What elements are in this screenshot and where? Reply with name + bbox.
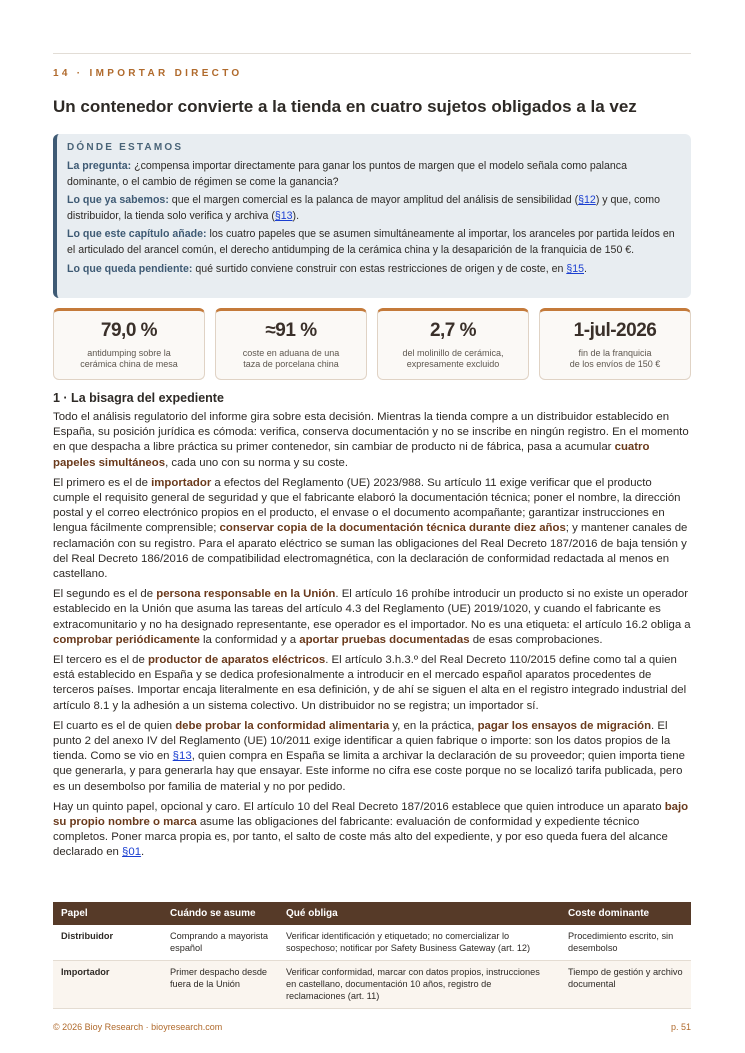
stat-caption: del molinillo de cerámica, expresamente excluido [402,348,504,369]
chapter-kicker: 14 · IMPORTAR DIRECTO [53,68,243,79]
body-paragraph [53,587,691,648]
body-paragraph [53,653,691,714]
header-divider [53,53,691,54]
stat-card [539,308,691,380]
page-title: Un contenedor convierte a la tienda en cuatro sujetos obligados a la vez [53,97,637,116]
link-section-13[interactable]: §13 [172,750,192,763]
section-body [53,410,691,866]
emphasis: importador [151,476,212,489]
link-section-15[interactable]: §15 [566,262,584,275]
known-text: ). [292,209,300,222]
text: El primero es el de [53,476,152,489]
table-cell: Distribuidor [53,925,162,961]
adds-paragraph [67,227,679,258]
table-cell: Procedimiento escrito, sin desembolso [560,925,691,961]
body-paragraph [53,476,691,582]
question-label: La pregunta: [67,160,132,172]
text: Todo el análisis regulatorio del informe gira sobre esta decisión. Mientras la tienda compre a un distribuidor establecido en España, su posición jurídica es cómoda: verifica, conserva documentación y no se inscribe en ningún registro. En el momento en que despacha a libre práctica su primer contenedor, sin cambiar de producto ni de fábrica, pasa a acumular [53,411,689,454]
known-paragraph [67,193,679,224]
emphasis: persona responsable en la Unión [156,588,336,601]
pending-text: . [584,262,587,275]
stat-card [377,308,529,380]
emphasis: bajo su propio nombre o marca [53,800,689,829]
pending-text: qué surtido conviene construir con estas restricciones de origen y de coste, en [192,262,567,275]
text: y, en la práctica, [389,719,478,732]
text: , quien compra en España se limita a archivar la declaración de su proveedor; quien importa tiene que generarla, y para generarla hay que ensayar. Este informe no cifra ese coste porque no se localizó tarifa publicada, pero es un desembolso por familia de material y no por pedido. [53,750,685,793]
where-we-are-box [53,134,691,298]
link-section-12[interactable]: §12 [578,194,596,207]
column-header: Coste dominante [560,902,691,925]
emphasis: conservar copia de la documentación técnica durante diez años [219,522,566,535]
section-heading: 1 · La bisagra del expediente [53,391,224,405]
body-paragraph [53,410,691,471]
text: asume las obligaciones del fabricante: evaluación de conformidad y expediente técnico completos. Poner marca propia es, por tanto, el salto de coste más alto del expediente, y por eso queda fuera del alcance declarado en [53,816,668,859]
body-paragraph [53,800,691,861]
text: . El punto 2 del anexo IV del Reglamento (UE) 10/2011 exige identificar a quien fabrique o importe: son los datos propios de la tienda. Como se vio en [53,719,671,763]
stat-caption: fin de la franquicia de los envíos de 150 € [569,348,661,369]
body-paragraph [53,719,691,795]
column-header: Qué obliga [278,902,560,925]
stat-card [53,308,205,380]
adds-label: Lo que este capítulo añade: [67,228,207,241]
stat-value: 2,7 % [429,320,477,341]
pending-paragraph [67,262,679,278]
text: a efectos del Reglamento (UE) 2023/988. Su artículo 11 exige verificar que el producto cumple el requisito general de seguridad y que el fabricante elaboró la documentación técnica; poner el nombre, la dirección postal y el correo electrónico propios en el producto, el envase o el documento acompañante; garantizar instrucciones en lengua fácilmente comprensible; [53,476,681,535]
where-label: DÓNDE ESTAMOS [67,142,184,153]
footer-copyright: © 2026 Bioy Research · bioyresearch.com [53,1022,223,1032]
emphasis: cuatro papeles simultáneos [53,441,650,469]
table-cell: Verificar conformidad, marcar con datos propios, instrucciones en castellano, documentación 10 años, registro de reclamaciones (art. 11) [278,961,560,1009]
table-row [53,925,691,961]
stat-card [215,308,367,380]
roles-table [53,902,691,1009]
page-number: p. 51 [670,1022,691,1032]
text: de esas comprobaciones. [469,633,603,646]
text: la conformidad y a [199,633,300,646]
table-cell: Verificar identificación y etiquetado; no comercializar lo sospechoso; notificar por Safety Business Gateway (art. 12) [278,925,560,961]
emphasis: debe probar la conformidad alimentaria [175,719,390,732]
text: . [141,846,145,859]
stat-value: ≈91 % [265,320,317,341]
known-text: que el margen comercial es la palanca de mayor amplitud del análisis de sensibilidad ( [168,194,579,207]
text: El segundo es el de [53,588,157,601]
table-cell: Importador [53,961,162,1009]
question-paragraph [67,159,679,190]
text: Hay un quinto papel, opcional y caro. El artículo 10 del Real Decreto 187/2016 establece que quien introduce un aparato [53,800,665,813]
emphasis: pagar los ensayos de migración [477,719,652,732]
table-cell: Primer despacho desde fuera de la Unión [162,961,278,1009]
table-header-row [53,902,691,925]
pending-label: Lo que queda pendiente: [67,262,193,275]
emphasis: aportar pruebas documentadas [299,633,470,646]
table-row [53,961,691,1009]
text: , cada uno con su norma y su coste. [165,456,349,469]
text: El tercero es el de [53,654,148,667]
text: ; y mantener canales de reclamación con su registro. Para el aparato eléctrico se suman las obligaciones del Real Decreto 187/2016 de baja tensión y del Real Decreto 186/2016 de compatibilidad electromagnética, con la declaración de conformidad redactada al menos en castellano. [53,522,688,581]
question-text: ¿compensa importar directamente para ganar los puntos de margen que el modelo señala como palanca dominante, o el cambio de régimen se come la ganancia? [67,160,627,188]
stat-value: 1-jul-2026 [573,320,657,341]
key-figures [53,308,691,380]
column-header: Cuándo se asume [162,902,278,925]
known-label: Lo que ya sabemos: [67,194,169,207]
link-section-01[interactable]: §01 [122,846,142,859]
text: . El artículo 16 prohíbe introducir un producto si no existe un operador establecido en la Unión que asuma las tareas del artículo 4.3 del Reglamento (UE) 2019/1020, y cuando el fabricante es extracomunitario y no ha designado representante, ese operador es el importador. No es una etiqueta: el artículo 16.2 obliga a [53,588,691,631]
text: El cuarto es el de quien [53,719,176,732]
table-cell: Tiempo de gestión y archivo documental [560,961,691,1009]
stat-caption: antidumping sobre la cerámica china de mesa [80,348,178,369]
table-cell: Comprando a mayorista español [162,925,278,961]
emphasis: comprobar periódicamente [53,633,200,646]
known-text: ) y que, como distribuidor, la tienda solo verifica y archiva ( [67,194,660,222]
stat-value: 79,0 % [100,320,158,341]
adds-text: los cuatro papeles que se asumen simultáneamente al importar, los aranceles por partida leídos en el articulado del arancel común, el derecho antidumping de la cerámica china y la desaparición de la franquicia de 150 €. [67,228,675,256]
emphasis: productor de aparatos eléctricos [147,654,326,667]
column-header: Papel [53,902,162,925]
stat-caption: coste en aduana de una taza de porcelana china [242,348,340,369]
text: . El artículo 3.h.3.º del Real Decreto 110/2015 define como tal a quien está establecido en España y se dedica profesionalmente a introducir en el mercado español aparatos procedentes de terceros países. Importar encaja literalmente en esa definición, y de ahí se siguen el alta en el registro integrado industrial del artículo 8.1 y la adhesión a un sistema colectivo. Un distribuidor no se registra; un importador sí. [53,654,687,712]
link-section-13[interactable]: §13 [274,209,293,222]
